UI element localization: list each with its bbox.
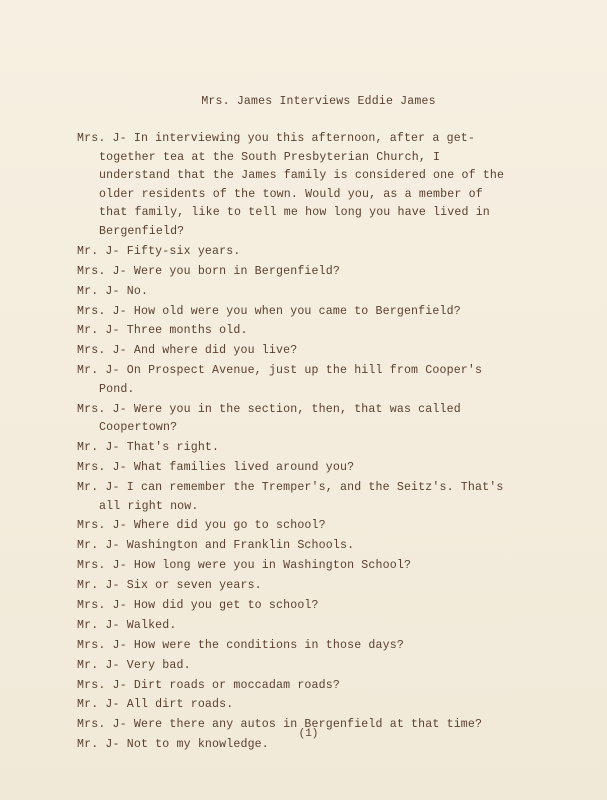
page-number: (1) — [298, 728, 319, 740]
dialogue-line: Mr. J- Six or seven years. — [77, 579, 262, 593]
dialogue-line: Mrs. J- And where did you live? — [77, 344, 298, 358]
dialogue-line: Mr. J- Three months old. — [77, 324, 248, 338]
dialogue-line: Mr. J- That's right. — [77, 441, 220, 455]
dialogue-line: Mrs. J- How long were you in Washington School? — [77, 559, 412, 573]
dialogue-line: Mr. J- I can remember the Tremper's, and the Seitz's. That's all right now. — [77, 480, 511, 513]
interview-transcript — [77, 130, 517, 756]
dialogue-line: Mr. J- Not to my knowledge. — [77, 738, 269, 752]
dialogue-line: Mrs. J- Were you in the section, then, that was called Coopertown? — [77, 402, 468, 435]
dialogue-line: Mrs. J- How did you get to school? — [77, 599, 319, 612]
dialogue-line: Mr. J- All dirt roads. — [77, 698, 234, 712]
dialogue-line: Mrs. J- Were there any autos in Bergenfield at that time? — [77, 718, 483, 732]
dialogue-line: Mr. J- Washington and Franklin Schools. — [77, 539, 355, 553]
dialogue-line: Mrs. J- How old were you when you came to Bergenfield? — [77, 304, 461, 318]
dialogue-line: Mr. J- Very bad. — [77, 658, 191, 672]
dialogue-line: Mr. J- Walked. — [77, 618, 177, 632]
dialogue-line: Mrs. J- Dirt roads or moccadam roads? — [77, 678, 340, 692]
dialogue-line: Mr. J- Fifty-six years. — [77, 244, 241, 258]
dialogue-line: Mrs. J- What families lived around you? — [77, 461, 355, 475]
dialogue-line: Mrs. J- In interviewing you this afternoon, after a get-together tea at the South Presbyterian Church, I understand that the James family is considered one of the older residents of the town. Would you, as a member of that family, like to tell me how long you have lived in Bergenfield? — [77, 132, 512, 238]
document-title: Mrs. James Interviews Eddie James — [201, 95, 436, 108]
dialogue-line: Mrs. J- Were you born in Bergenfield? — [77, 264, 340, 278]
dialogue-line: Mr. J- On Prospect Avenue, just up the hill from Cooper's Pond. — [77, 364, 490, 396]
dialogue-line: Mrs. J- How were the conditions in those days? — [77, 638, 404, 652]
dialogue-line: Mr. J- No. — [77, 284, 149, 298]
dialogue-line: Mrs. J- Where did you go to school? — [77, 519, 326, 533]
